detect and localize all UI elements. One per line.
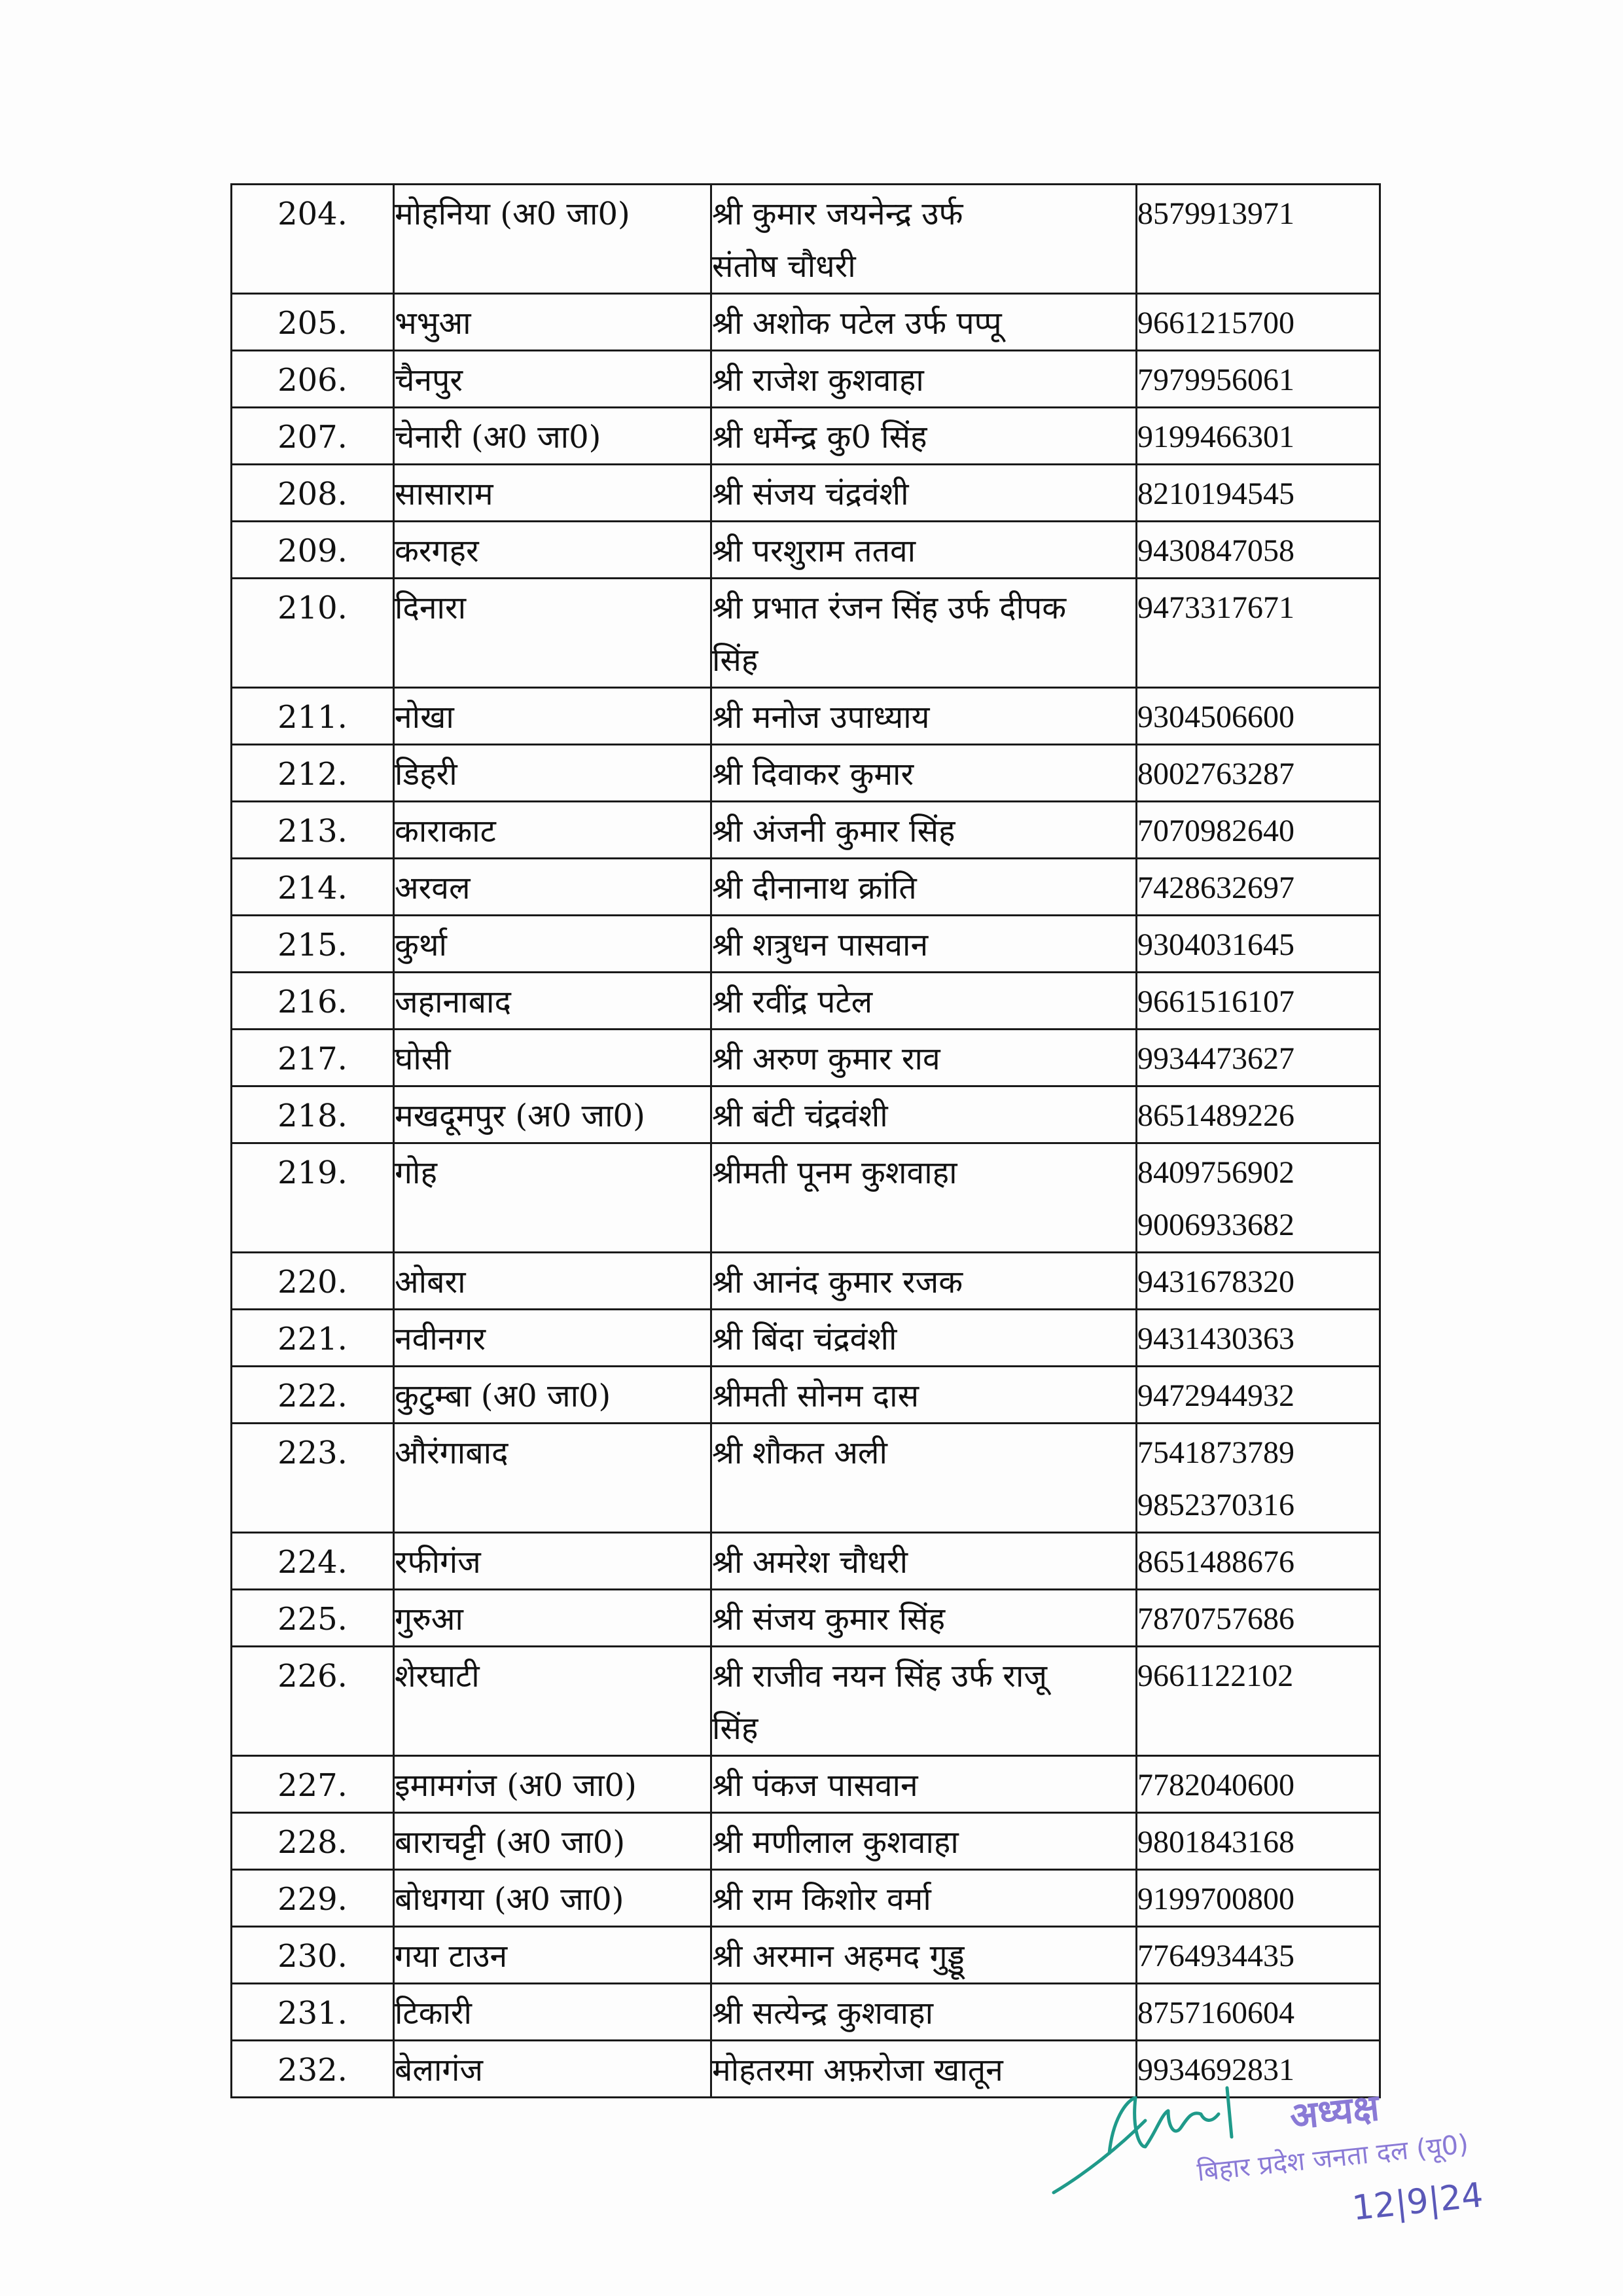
phone-number: 8579913971 [1137, 196, 1294, 231]
constituency-name: मखदूमपुर (अ0 जा0) [394, 1086, 711, 1143]
constituency-name: नवीनगर [394, 1310, 711, 1367]
serial-number: 204. [232, 185, 394, 294]
table-row [232, 1143, 1380, 1253]
candidate-name: श्री परशुराम ततवा [712, 533, 916, 569]
table-row [232, 522, 1380, 579]
phone-number: 9852370316 [1137, 1488, 1294, 1522]
serial-number: 208. [232, 465, 394, 522]
phone-cell [1137, 688, 1380, 745]
serial-number: 228. [232, 1813, 394, 1870]
phone-number: 9934692831 [1137, 2053, 1294, 2087]
constituency-name: सासाराम [394, 465, 711, 522]
phone-number: 9199466301 [1137, 420, 1294, 454]
candidate-name-cell [711, 973, 1137, 1030]
table-row [232, 579, 1380, 688]
candidate-name-cell [711, 916, 1137, 973]
candidate-name-cell [711, 1310, 1137, 1367]
phone-number: 9473317671 [1137, 590, 1294, 625]
phone-cell [1137, 1424, 1380, 1533]
phone-number: 7428632697 [1137, 870, 1294, 905]
phone-number: 7070982640 [1137, 814, 1294, 848]
constituency-name: चेनारी (अ0 जा0) [394, 408, 711, 465]
phone-cell [1137, 1310, 1380, 1367]
phone-number: 7979956061 [1137, 363, 1294, 397]
phone-number: 9199700800 [1137, 1882, 1294, 1916]
candidate-name-cell [711, 1367, 1137, 1424]
phone-cell [1137, 351, 1380, 408]
constituency-name: करगहर [394, 522, 711, 579]
candidate-name: श्री संजय कुमार सिंह [712, 1601, 946, 1638]
phone-number: 8409756902 [1137, 1155, 1294, 1190]
phone-cell [1137, 1927, 1380, 1984]
serial-number: 205. [232, 294, 394, 351]
phone-number: 9431430363 [1137, 1321, 1294, 1356]
phone-number: 8651489226 [1137, 1098, 1294, 1133]
serial-number: 222. [232, 1367, 394, 1424]
constituency-name: काराकाट [394, 802, 711, 859]
phone-cell [1137, 1030, 1380, 1086]
candidate-name: श्री अरमान अहमद गुड्डू [712, 1938, 965, 1975]
candidate-name-cell [711, 1143, 1137, 1253]
candidate-name: श्री दीनानाथ क्रांति [712, 870, 917, 906]
constituency-name: औरंगाबाद [394, 1424, 711, 1533]
table-row [232, 1533, 1380, 1590]
table-row [232, 1253, 1380, 1310]
table-row [232, 1030, 1380, 1086]
phone-cell [1137, 1756, 1380, 1813]
phone-number: 9801843168 [1137, 1825, 1294, 1859]
table-row [232, 1927, 1380, 1984]
serial-number: 225. [232, 1590, 394, 1647]
constituency-name: बेलागंज [394, 2041, 711, 2098]
constituency-name: इमामगंज (अ0 जा0) [394, 1756, 711, 1813]
candidate-name: श्री दिवाकर कुमार [712, 756, 914, 793]
table-row [232, 185, 1380, 294]
phone-cell [1137, 1984, 1380, 2041]
constituency-name: ओबरा [394, 1253, 711, 1310]
table-row [232, 916, 1380, 973]
candidate-name-cell [711, 1533, 1137, 1590]
serial-number: 211. [232, 688, 394, 745]
phone-cell [1137, 579, 1380, 688]
constituency-name: गोह [394, 1143, 711, 1253]
candidate-name-cell [711, 1647, 1137, 1756]
candidate-name: श्री राम किशोर वर्मा [712, 1881, 931, 1918]
phone-cell [1137, 1253, 1380, 1310]
candidate-name: मोहतरमा अफ़रोजा खातून [712, 2052, 1003, 2089]
serial-number: 220. [232, 1253, 394, 1310]
phone-number: 7870757686 [1137, 1602, 1294, 1636]
candidate-name: श्री अरुण कुमार राव [712, 1041, 940, 1077]
candidate-name: श्री मणीलाल कुशवाहा [712, 1824, 959, 1861]
table-row [232, 745, 1380, 802]
phone-cell [1137, 802, 1380, 859]
table-row [232, 1756, 1380, 1813]
phone-cell [1137, 522, 1380, 579]
candidate-name: श्री बिंदा चंद्रवंशी [712, 1321, 897, 1357]
phone-number: 7764934435 [1137, 1939, 1294, 1973]
candidate-name-cell [711, 351, 1137, 408]
constituency-name: कुटुम्बा (अ0 जा0) [394, 1367, 711, 1424]
serial-number: 217. [232, 1030, 394, 1086]
candidate-name: श्री अशोक पटेल उर्फ पप्पू [712, 305, 1002, 342]
candidate-name: श्री अंजनी कुमार सिंह [712, 813, 955, 850]
constituency-name: जहानाबाद [394, 973, 711, 1030]
phone-number: 9431678320 [1137, 1265, 1294, 1299]
candidate-name: संतोष चौधरी [712, 248, 856, 285]
table-row [232, 688, 1380, 745]
candidate-name-cell [711, 1590, 1137, 1647]
serial-number: 219. [232, 1143, 394, 1253]
table-row [232, 1813, 1380, 1870]
candidate-name: श्री संजय चंद्रवंशी [712, 476, 909, 512]
phone-number: 9934473627 [1137, 1041, 1294, 1076]
table-row [232, 1984, 1380, 2041]
constituency-name: डिहरी [394, 745, 711, 802]
table-row [232, 1310, 1380, 1367]
constituency-name: घोसी [394, 1030, 711, 1086]
phone-cell [1137, 973, 1380, 1030]
candidate-name: श्री रवींद्र पटेल [712, 984, 873, 1020]
table-row [232, 1647, 1380, 1756]
phone-number: 9304506600 [1137, 700, 1294, 734]
serial-number: 213. [232, 802, 394, 859]
constituency-name: भभुआ [394, 294, 711, 351]
phone-cell [1137, 859, 1380, 916]
phone-number: 9006933682 [1137, 1208, 1294, 1242]
stamp-title: अध्यक्ष [1287, 2086, 1382, 2138]
serial-number: 227. [232, 1756, 394, 1813]
stamp-date: 12|9|24 [1350, 2176, 1486, 2229]
serial-number: 229. [232, 1870, 394, 1927]
table-row [232, 1367, 1380, 1424]
phone-number: 8002763287 [1137, 757, 1294, 791]
serial-number: 231. [232, 1984, 394, 2041]
phone-number: 8651488676 [1137, 1545, 1294, 1579]
serial-number: 210. [232, 579, 394, 688]
constituency-name: शेरघाटी [394, 1647, 711, 1756]
phone-cell [1137, 1367, 1380, 1424]
serial-number: 214. [232, 859, 394, 916]
candidate-name: श्री पंकज पासवान [712, 1767, 918, 1804]
constituency-name: चैनपुर [394, 351, 711, 408]
phone-cell [1137, 294, 1380, 351]
phone-cell [1137, 1086, 1380, 1143]
table-row [232, 1870, 1380, 1927]
candidate-name: श्रीमती सोनम दास [712, 1378, 919, 1414]
constituency-name: गुरुआ [394, 1590, 711, 1647]
serial-number: 232. [232, 2041, 394, 2098]
candidate-name: श्री सत्येन्द्र कुशवाहा [712, 1995, 934, 2032]
constituency-name: नोखा [394, 688, 711, 745]
candidate-name: श्री शत्रुधन पासवान [712, 927, 929, 963]
table-row [232, 1086, 1380, 1143]
constituency-name: अरवल [394, 859, 711, 916]
candidate-name-cell [711, 1253, 1137, 1310]
constituency-name: टिकारी [394, 1984, 711, 2041]
candidate-name-cell [711, 745, 1137, 802]
phone-cell [1137, 745, 1380, 802]
candidate-name: श्रीमती पूनम कुशवाहा [712, 1155, 957, 1191]
phone-number: 9304031645 [1137, 927, 1294, 962]
candidate-name-cell [711, 294, 1137, 351]
serial-number: 218. [232, 1086, 394, 1143]
serial-number: 207. [232, 408, 394, 465]
candidate-name: श्री बंटी चंद्रवंशी [712, 1098, 888, 1134]
phone-number: 9430847058 [1137, 533, 1294, 568]
candidate-name: श्री कुमार जयनेन्द्र उर्फ [712, 196, 963, 232]
candidate-name: सिंह [712, 1710, 758, 1747]
serial-number: 215. [232, 916, 394, 973]
phone-cell [1137, 1647, 1380, 1756]
phone-number: 9661516107 [1137, 984, 1294, 1019]
table-row [232, 973, 1380, 1030]
phone-number: 7782040600 [1137, 1768, 1294, 1803]
phone-number: 8757160604 [1137, 1996, 1294, 2030]
candidate-name-cell [711, 1870, 1137, 1927]
candidate-name-cell [711, 579, 1137, 688]
serial-number: 224. [232, 1533, 394, 1590]
table-row [232, 465, 1380, 522]
candidate-name-cell [711, 408, 1137, 465]
table-row [232, 859, 1380, 916]
table-row [232, 802, 1380, 859]
constituency-name: कुर्था [394, 916, 711, 973]
phone-number: 9472944932 [1137, 1378, 1294, 1413]
constituency-name: मोहनिया (अ0 जा0) [394, 185, 711, 294]
table-row [232, 1590, 1380, 1647]
candidate-name-cell [711, 688, 1137, 745]
candidate-name-cell [711, 1030, 1137, 1086]
serial-number: 221. [232, 1310, 394, 1367]
serial-number: 206. [232, 351, 394, 408]
phone-cell [1137, 465, 1380, 522]
phone-number: 7541873789 [1137, 1435, 1294, 1470]
phone-number: 9661215700 [1137, 306, 1294, 340]
candidate-name-cell [711, 1984, 1137, 2041]
candidate-name: श्री प्रभात रंजन सिंह उर्फ दीपक [712, 590, 1067, 626]
table-row [232, 1424, 1380, 1533]
phone-cell [1137, 916, 1380, 973]
table-row [232, 294, 1380, 351]
candidate-name: श्री शौकत अली [712, 1435, 887, 1471]
table-row [232, 351, 1380, 408]
phone-cell [1137, 1590, 1380, 1647]
serial-number: 209. [232, 522, 394, 579]
constituency-name: बाराचट्टी (अ0 जा0) [394, 1813, 711, 1870]
candidate-name-cell [711, 1813, 1137, 1870]
candidate-name-cell [711, 1424, 1137, 1533]
phone-cell [1137, 1870, 1380, 1927]
serial-number: 223. [232, 1424, 394, 1533]
phone-cell [1137, 1143, 1380, 1253]
candidate-name-cell [711, 1756, 1137, 1813]
constituency-name: बोधगया (अ0 जा0) [394, 1870, 711, 1927]
phone-cell [1137, 1813, 1380, 1870]
candidate-name-cell [711, 859, 1137, 916]
phone-cell [1137, 1533, 1380, 1590]
serial-number: 212. [232, 745, 394, 802]
candidate-table-body [232, 185, 1380, 2098]
constituency-name: रफीगंज [394, 1533, 711, 1590]
candidate-name: सिंह [712, 642, 758, 679]
candidate-table [230, 183, 1381, 2098]
phone-number: 9661122102 [1137, 1659, 1294, 1693]
candidate-name: श्री राजीव नयन सिंह उर्फ राजू [712, 1658, 1047, 1695]
candidate-name-cell [711, 802, 1137, 859]
candidate-name-cell [711, 185, 1137, 294]
candidate-name: श्री आनंद कुमार रजक [712, 1264, 963, 1300]
candidate-name: श्री धर्मेन्द्र कु0 सिंह [712, 419, 927, 456]
candidate-name-cell [711, 465, 1137, 522]
phone-cell [1137, 408, 1380, 465]
serial-number: 230. [232, 1927, 394, 1984]
phone-cell [1137, 185, 1380, 294]
phone-number: 8210194545 [1137, 476, 1294, 511]
candidate-name-cell [711, 1086, 1137, 1143]
constituency-name: दिनारा [394, 579, 711, 688]
candidate-name: श्री राजेश कुशवाहा [712, 362, 924, 399]
constituency-name: गया टाउन [394, 1927, 711, 1984]
serial-number: 216. [232, 973, 394, 1030]
stamp-organization: बिहार प्रदेश जनता दल (यू0) [1196, 2128, 1471, 2188]
candidate-name-cell [711, 522, 1137, 579]
table-row [232, 408, 1380, 465]
candidate-name-cell [711, 1927, 1137, 1984]
serial-number: 226. [232, 1647, 394, 1756]
candidate-name: श्री मनोज उपाध्याय [712, 699, 930, 736]
candidate-name: श्री अमरेश चौधरी [712, 1544, 908, 1581]
